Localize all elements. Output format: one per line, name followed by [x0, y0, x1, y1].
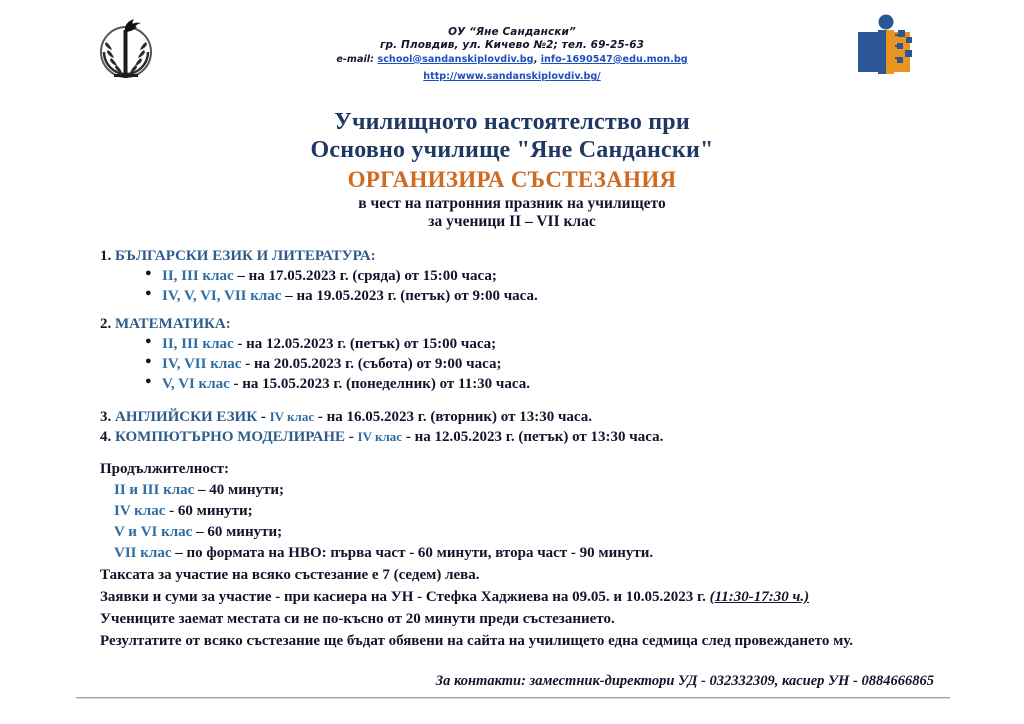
contacts-line: За контакти: заместник-директори УД - 032332309, касиер УН - 0884666865: [435, 673, 934, 690]
website-link[interactable]: http://www.sandanskiplovdiv.bg/: [423, 71, 601, 83]
section-heading-math: [100, 317, 964, 332]
note-fee: Таксата за участие на всяко състезание е 7 (седем) лева.: [100, 567, 480, 584]
item-grade: VII клас: [114, 545, 172, 562]
item-grade: V и VI клас: [114, 524, 193, 541]
item-detail: – 40 минути;: [194, 482, 285, 499]
section-items-math: [100, 337, 964, 392]
section-subject: КОМПЮТЪРНО МОДЕЛИРАНЕ: [115, 429, 346, 446]
item-grade: IV, VII клас: [162, 356, 242, 373]
email-link-mon[interactable]: info-1690547@edu.mon.bg: [540, 53, 688, 65]
title-block: [0, 108, 1024, 231]
item-detail: – по формата на НВО: първа част - 60 минути, втора част - 90 минути.: [171, 545, 654, 562]
email-separator: ,: [533, 53, 538, 65]
section-dash: -: [345, 429, 358, 446]
item-detail: - на 12.05.2023 г. (петък) от 13:30 часа.: [402, 429, 664, 446]
list-item: [162, 377, 964, 392]
section-subject: МАТЕМАТИКА:: [115, 316, 231, 333]
section-heading-computer-modeling: [100, 430, 964, 445]
document-body: [0, 249, 1024, 649]
section-heading-english: [100, 410, 964, 425]
duration-item: [100, 525, 964, 540]
item-grade: IV, V, VI, VII клас: [162, 288, 282, 305]
title-line-4-subtitle: в чест на патронния празник на училището: [358, 194, 666, 212]
section-number: 2.: [100, 316, 112, 333]
item-grade: IV клас: [114, 503, 166, 520]
section-number: 1.: [100, 248, 112, 265]
section-subject: БЪЛГАРСКИ ЕЗИК И ЛИТЕРАТУРА:: [115, 248, 376, 265]
list-item: [162, 269, 964, 284]
item-detail: – 60 минути;: [192, 524, 283, 541]
item-detail: - на 12.05.2023 г. (петък) от 15:00 часа;: [233, 336, 497, 353]
header-email-line: [0, 54, 1024, 66]
item-detail: – на 19.05.2023 г. (петък) от 9:00 часа.: [281, 288, 538, 305]
section-subject: АНГЛИЙСКИ ЕЗИК: [115, 409, 258, 426]
item-detail: - на 16.05.2023 г. (вторник) от 13:30 часа.: [314, 409, 592, 426]
note-applications: [100, 590, 964, 605]
document-header: [0, 0, 1024, 92]
title-line-5-grades: за ученици II – VII клас: [428, 213, 596, 231]
list-item: [162, 289, 964, 304]
item-detail: - 60 минути;: [165, 503, 253, 520]
email-label: e-mail:: [336, 53, 375, 65]
section-spacer: [100, 392, 964, 405]
item-grade: IV клас: [269, 409, 315, 425]
item-grade: II и III клас: [114, 482, 195, 499]
section-heading-bulgarian: [100, 249, 964, 264]
note-applications-hours: (11:30-17:30 ч.): [709, 589, 810, 606]
duration-heading: Продължителност:: [100, 461, 229, 478]
header-address: гр. Пловдив, ул. Кичево №2; тел. 69-25-63: [379, 39, 645, 52]
note-seating: Учениците заемат местата си не по-късно от 20 минути преди състезанието.: [100, 611, 615, 628]
duration-item: [100, 546, 964, 561]
item-detail: - на 15.05.2023 г. (понеделник) от 11:30 часа.: [229, 376, 530, 393]
header-website-line: [0, 71, 1024, 83]
title-line-3-organizes: ОРГАНИЗИРА СЪСТЕЗАНИЯ: [347, 166, 677, 192]
list-item: [162, 357, 964, 372]
item-grade: V, VI клас: [162, 376, 230, 393]
email-link-school[interactable]: school@sandanskiplovdiv.bg: [377, 53, 534, 65]
section-number: 4.: [100, 429, 112, 446]
item-grade: II, III клас: [162, 336, 234, 353]
item-grade: IV клас: [357, 429, 403, 445]
section-spacer: [100, 445, 964, 462]
header-school-name: ОУ “Яне Сандански”: [448, 26, 576, 38]
title-line-2: Основно училище "Яне Сандански": [310, 137, 714, 164]
item-detail: - на 20.05.2023 г. (събота) от 9:00 часа;: [241, 356, 502, 373]
section-items-bulgarian: [100, 269, 964, 304]
item-detail: – на 17.05.2023 г. (сряда) от 15:00 часа;: [233, 268, 497, 285]
list-item: [162, 337, 964, 352]
section-dash: -: [257, 409, 270, 426]
title-line-1: Училищното настоятелство при: [334, 109, 690, 135]
item-grade: II, III клас: [162, 268, 234, 285]
footer-divider: [76, 697, 950, 699]
note-applications-text: Заявки и суми за участие - при касиера на УН - Стефка Хаджиева на 09.05. и 10.05.2023 г.: [100, 589, 710, 606]
duration-item: [100, 483, 964, 498]
note-results: Резултатите от всяко състезание ще бъдат обявени на сайта на училището една седмица след провеждането му.: [100, 633, 854, 650]
duration-item: [100, 504, 964, 519]
section-number: 3.: [100, 409, 112, 426]
